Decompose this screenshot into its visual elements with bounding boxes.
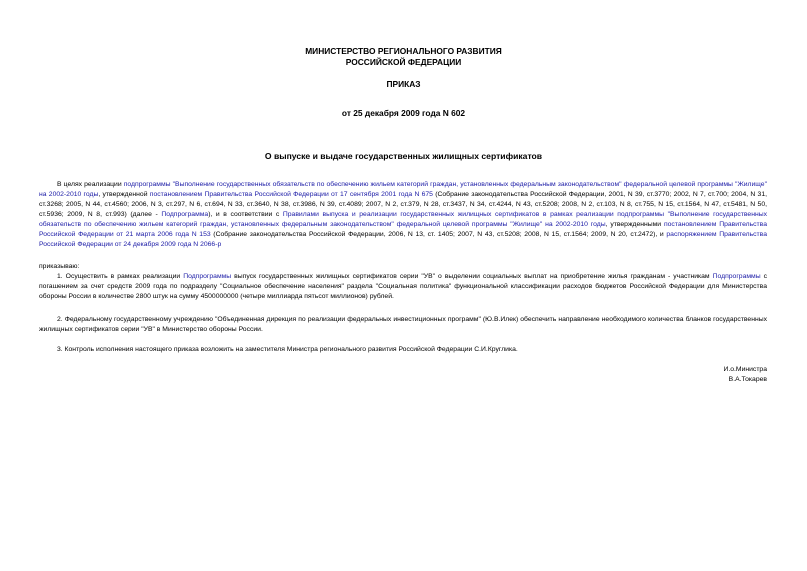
- link-subprogram-short[interactable]: Подпрограмма: [161, 211, 209, 218]
- link-resolution-675[interactable]: постановлением Правительства Российской Федерации от 17 сентября 2001 года N 675: [149, 191, 433, 198]
- link-subprogram-item1-b[interactable]: Подпрограммы: [712, 273, 761, 280]
- preamble-text-5: , утвержденными: [605, 221, 664, 228]
- signature-position: И.о.Министра: [723, 366, 767, 373]
- ministry-line-1: МИНИСТЕРСТВО РЕГИОНАЛЬНОГО РАЗВИТИЯ: [305, 46, 502, 56]
- signature-name: В.А.Токарев: [728, 376, 767, 383]
- link-order-2066[interactable]: распоряжением Правительства Российской Федерации от 24 декабря 2009 года N 2066-р: [39, 231, 767, 248]
- item-1-text-3: с погашением за счет средств 2009 года по подразделу "Социальное обеспечение населения" раздела "Социальная политика" функциональной классификации расходов бюджетов Российской Федерации для Министерства обороны России в количестве 2800 штук на сумму 4500000000 (четыре миллиарда пятьсот миллионов) рублей.: [39, 273, 767, 300]
- document-title: О выпуске и выдаче государственных жилищных сертификатов: [264, 151, 543, 161]
- preamble-paragraph: [39, 180, 767, 250]
- preamble-text-1: В целях реализации: [57, 181, 124, 188]
- link-subprogram-item1-a[interactable]: Подпрограммы: [183, 273, 232, 280]
- document-type: ПРИКАЗ: [386, 79, 421, 89]
- link-subprogram[interactable]: подпрограммы "Выполнение государственных обязательств по обеспечению жильем категорий граждан, установленных федеральным законодательством" федеральной целевой программы "Жилище" на 2002-2010 годы: [39, 181, 767, 198]
- item-3-paragraph: 3. Контроль исполнения настоящего приказа возложить на заместителя Министра регионального развития Российской Федерации С.И.Круглика.: [57, 346, 518, 353]
- item-1-text-2: выпуск государственных жилищных сертификатов серии "УВ" о выделении социальных выплат на приобретение жилья гражданам - участникам: [231, 273, 713, 280]
- preamble-text-4: ), и в соответствии с: [208, 211, 283, 218]
- preamble-text-2: , утвержденной: [98, 191, 150, 198]
- ministry-line-2: РОССИЙСКОЙ ФЕДЕРАЦИИ: [345, 57, 462, 67]
- item-2-paragraph: 2. Федеральному государственному учреждению "Объединенная дирекция по реализации федеральных инвестиционных программ" (Ю.В.Илек) обеспечить направление необходимого количества бланков государственных жилищных сертификатов серии "УВ" в Министерство обороны России.: [39, 316, 767, 333]
- preamble-text-6: (Собрание законодательства Российской Федерации, 2006, N 13, ст. 1405; 2007, N 43, ст.5208; 2008, N 15, ст.1564; 2009, N 20, ст.2472), и: [210, 231, 667, 238]
- preamble-text-3: (Собрание законодательства Российской Федерации, 2001, N 39, ст.3770; 2002, N 7, ст.700; 2004, N 31, ст.3268; 2005, N 44, ст.4560; 2006, N 3, ст.297, N 6, ст.694, N 33, ст.3640, N 38, ст.3986, N 39, ст.4089; 2007, N 2, ст.379, N 28, ст.3437, N 34, ст.4244, N 43, ст.5208; 2008, N 2, ст.103, N 8, ст.755, N 15, ст.1564, N 47, ст.5481, N 50, ст.5936; 2009, N 8, ст.993) (далее -: [39, 191, 767, 218]
- item-1-paragraph: [39, 272, 767, 302]
- link-rules[interactable]: Правилами выпуска и реализации государственных жилищных сертификатов в рамках реализации подпрограммы "Выполнение государственных обязательств по обеспечению жильем категорий граждан, установленных федеральным законодательством" федеральной целевой программы "Жилище" на 2002-2010 годы: [39, 211, 767, 228]
- order-word: приказываю:: [39, 263, 80, 270]
- item-1-text-1: 1. Осуществить в рамках реализации: [57, 273, 184, 280]
- link-resolution-153[interactable]: постановлением Правительства Российской Федерации от 21 марта 2006 года N 153: [39, 221, 767, 238]
- document-date: от 25 декабря 2009 года N 602: [341, 108, 466, 118]
